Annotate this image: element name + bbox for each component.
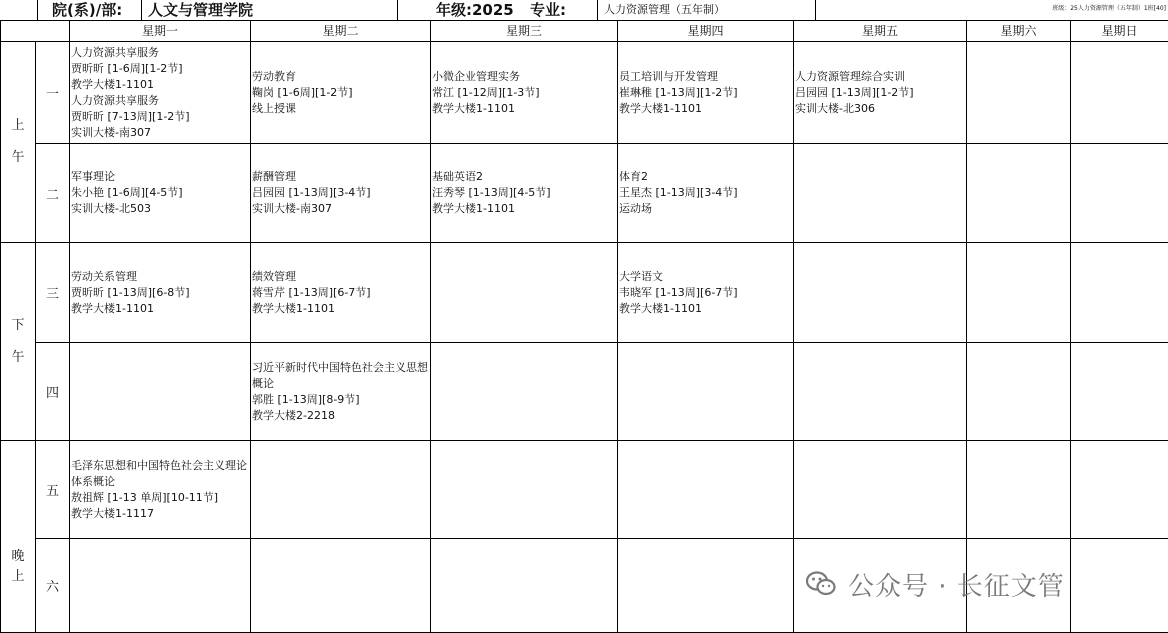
cell-p5-sat[interactable]	[967, 441, 1071, 539]
course-teacher: 崔琳稚 [1-13周][1-2节]	[619, 85, 793, 101]
course-entry	[431, 169, 617, 217]
cell-p2-wed[interactable]	[431, 144, 618, 243]
day-header-wed: 星期三	[431, 21, 618, 42]
course-entry	[70, 458, 250, 522]
watermark-text: 公众号 · 长征文管	[848, 566, 1065, 603]
course-name: 薪酬管理	[252, 169, 430, 185]
course-location: 教学大楼2-2218	[252, 408, 430, 424]
watermark	[806, 566, 1065, 602]
course-name: 劳动教育	[252, 69, 430, 85]
course-location: 教学大楼1-1101	[432, 101, 617, 117]
course-entry	[251, 69, 430, 117]
course-location: 教学大楼1-1101	[619, 101, 793, 117]
course-teacher: 贾昕昕 [1-13周][6-8节]	[71, 285, 250, 301]
course-entry	[251, 360, 430, 424]
course-teacher: 吕园园 [1-13周][3-4节]	[252, 185, 430, 201]
course-name: 毛泽东思想和中国特色社会主义理论体系概论	[71, 458, 250, 490]
session-afternoon	[1, 243, 36, 441]
course-teacher: 韦晓军 [1-13周][6-7节]	[619, 285, 793, 301]
period-label-2: 二	[36, 144, 70, 243]
period-label-5: 五	[36, 441, 70, 539]
course-location: 运动场	[619, 201, 793, 217]
course-name: 基础英语2	[432, 169, 617, 185]
session-afternoon-char-1: 下	[1, 310, 35, 342]
course-location: 教学大楼1-1101	[71, 77, 250, 93]
cell-p2-tue[interactable]	[251, 144, 431, 243]
course-name: 人力资源管理综合实训	[795, 69, 966, 85]
college-value: 人文与管理学院	[142, 0, 398, 20]
cell-p3-tue[interactable]	[251, 243, 431, 343]
course-teacher: 贾昕昕 [1-6周][1-2节]	[71, 61, 250, 77]
course-location: 教学大楼1-1101	[619, 301, 793, 317]
cell-p4-tue[interactable]	[251, 343, 431, 441]
major-label: 专业:	[528, 0, 598, 20]
cell-p3-thu[interactable]	[618, 243, 794, 343]
cell-p1-fri[interactable]	[794, 42, 967, 144]
cell-p5-thu[interactable]	[618, 441, 794, 539]
course-name: 小微企业管理实务	[432, 69, 617, 85]
cell-p1-sun[interactable]	[1071, 42, 1168, 144]
course-teacher: 鞠岗 [1-6周][1-2节]	[252, 85, 430, 101]
day-header-sat: 星期六	[967, 21, 1071, 42]
session-morning-char-2: 午	[1, 142, 35, 174]
day-header-fri: 星期五	[794, 21, 967, 42]
day-header-thu: 星期四	[618, 21, 794, 42]
course-entry	[431, 69, 617, 117]
wechat-icon	[806, 571, 836, 597]
course-entry	[70, 269, 250, 317]
cell-p1-wed[interactable]	[431, 42, 618, 144]
grade-value: 2025	[472, 1, 514, 19]
session-evening-char-2: 上	[1, 567, 35, 587]
cell-p2-mon[interactable]	[70, 144, 251, 243]
cell-p6-wed[interactable]	[431, 539, 618, 633]
major-value: 人力资源管理（五年制）	[598, 0, 816, 20]
cell-p5-mon[interactable]	[70, 441, 251, 539]
cell-p1-thu[interactable]	[618, 42, 794, 144]
timetable-grid	[0, 20, 1168, 633]
cell-p6-tue[interactable]	[251, 539, 431, 633]
session-morning	[1, 42, 36, 243]
course-entry	[70, 169, 250, 217]
session-morning-char-1: 上	[1, 110, 35, 142]
course-teacher: 汪秀琴 [1-13周][4-5节]	[432, 185, 617, 201]
course-teacher: 朱小艳 [1-6周][4-5节]	[71, 185, 250, 201]
cell-p6-mon[interactable]	[70, 539, 251, 633]
course-teacher: 贾昕昕 [7-13周][1-2节]	[71, 109, 250, 125]
cell-p6-sun[interactable]	[1071, 539, 1168, 633]
cell-p2-sat[interactable]	[967, 144, 1071, 243]
course-teacher: 常江 [1-12周][1-3节]	[432, 85, 617, 101]
cell-p5-fri[interactable]	[794, 441, 967, 539]
course-location: 教学大楼1-1101	[432, 201, 617, 217]
grade-label: 年级:	[436, 1, 472, 19]
course-entry	[70, 45, 250, 141]
session-evening	[1, 441, 36, 633]
course-location: 教学大楼1-1117	[71, 506, 250, 522]
grade-label-group	[398, 0, 528, 20]
course-location: 实训大楼-南307	[252, 201, 430, 217]
course-teacher: 敖祖辉 [1-13 单周][10-11节]	[71, 490, 250, 506]
period-label-1: 一	[36, 42, 70, 144]
course-entry	[618, 169, 793, 217]
course-name: 人力资源共享服务	[71, 45, 250, 61]
cell-p4-sun[interactable]	[1071, 343, 1168, 441]
cell-p2-thu[interactable]	[618, 144, 794, 243]
cell-p4-thu[interactable]	[618, 343, 794, 441]
period-label-4: 四	[36, 343, 70, 441]
course-name: 大学语文	[619, 269, 793, 285]
course-name: 员工培训与开发管理	[619, 69, 793, 85]
course-name: 习近平新时代中国特色社会主义思想概论	[252, 360, 430, 392]
course-entry	[251, 269, 430, 317]
day-header-mon: 星期一	[70, 21, 251, 42]
day-header-sun: 星期日	[1071, 21, 1168, 42]
cell-p5-wed[interactable]	[431, 441, 618, 539]
course-location: 教学大楼1-1101	[252, 301, 430, 317]
course-location: 实训大楼-南307	[71, 125, 250, 141]
cell-p3-sat[interactable]	[967, 243, 1071, 343]
course-name: 人力资源共享服务	[71, 93, 250, 109]
course-location: 教学大楼1-1101	[71, 301, 250, 317]
header-blank	[0, 0, 38, 20]
college-label: 院(系)/部:	[38, 0, 142, 20]
period-label-3: 三	[36, 243, 70, 343]
schedule-header	[0, 0, 1168, 20]
cell-p4-wed[interactable]	[431, 343, 618, 441]
cell-p5-sun[interactable]	[1071, 441, 1168, 539]
course-teacher: 蒋雪芹 [1-13周][6-7节]	[252, 285, 430, 301]
session-afternoon-char-2: 午	[1, 342, 35, 374]
cell-p1-tue[interactable]	[251, 42, 431, 144]
course-entry	[618, 269, 793, 317]
cell-p3-sun[interactable]	[1071, 243, 1168, 343]
cell-p2-sun[interactable]	[1071, 144, 1168, 243]
cell-p3-wed[interactable]	[431, 243, 618, 343]
cell-p4-mon[interactable]	[70, 343, 251, 441]
day-header-tue: 星期二	[251, 21, 431, 42]
course-location: 线上授课	[252, 101, 430, 117]
course-name: 军事理论	[71, 169, 250, 185]
corner-cell	[1, 21, 70, 42]
cell-p3-fri[interactable]	[794, 243, 967, 343]
course-name: 体育2	[619, 169, 793, 185]
period-label-6: 六	[36, 539, 70, 633]
cell-p4-sat[interactable]	[967, 343, 1071, 441]
class-info: 班级：25人力资源管理（五年制）1班[40]	[816, 0, 1168, 20]
course-teacher: 王星杰 [1-13周][3-4节]	[619, 185, 793, 201]
course-name: 绩效管理	[252, 269, 430, 285]
cell-p2-fri[interactable]	[794, 144, 967, 243]
cell-p6-thu[interactable]	[618, 539, 794, 633]
course-name: 劳动关系管理	[71, 269, 250, 285]
course-teacher: 郭胜 [1-13周][8-9节]	[252, 392, 430, 408]
cell-p5-tue[interactable]	[251, 441, 431, 539]
course-teacher: 吕园园 [1-13周][1-2节]	[795, 85, 966, 101]
session-evening-char-1: 晚	[1, 547, 35, 567]
cell-p4-fri[interactable]	[794, 343, 967, 441]
course-location: 实训大楼-北503	[71, 201, 250, 217]
cell-p1-mon[interactable]	[70, 42, 251, 144]
cell-p1-sat[interactable]	[967, 42, 1071, 144]
course-entry	[618, 69, 793, 117]
cell-p3-mon[interactable]	[70, 243, 251, 343]
course-location: 实训大楼-北306	[795, 101, 966, 117]
course-entry	[251, 169, 430, 217]
course-entry	[794, 69, 966, 117]
